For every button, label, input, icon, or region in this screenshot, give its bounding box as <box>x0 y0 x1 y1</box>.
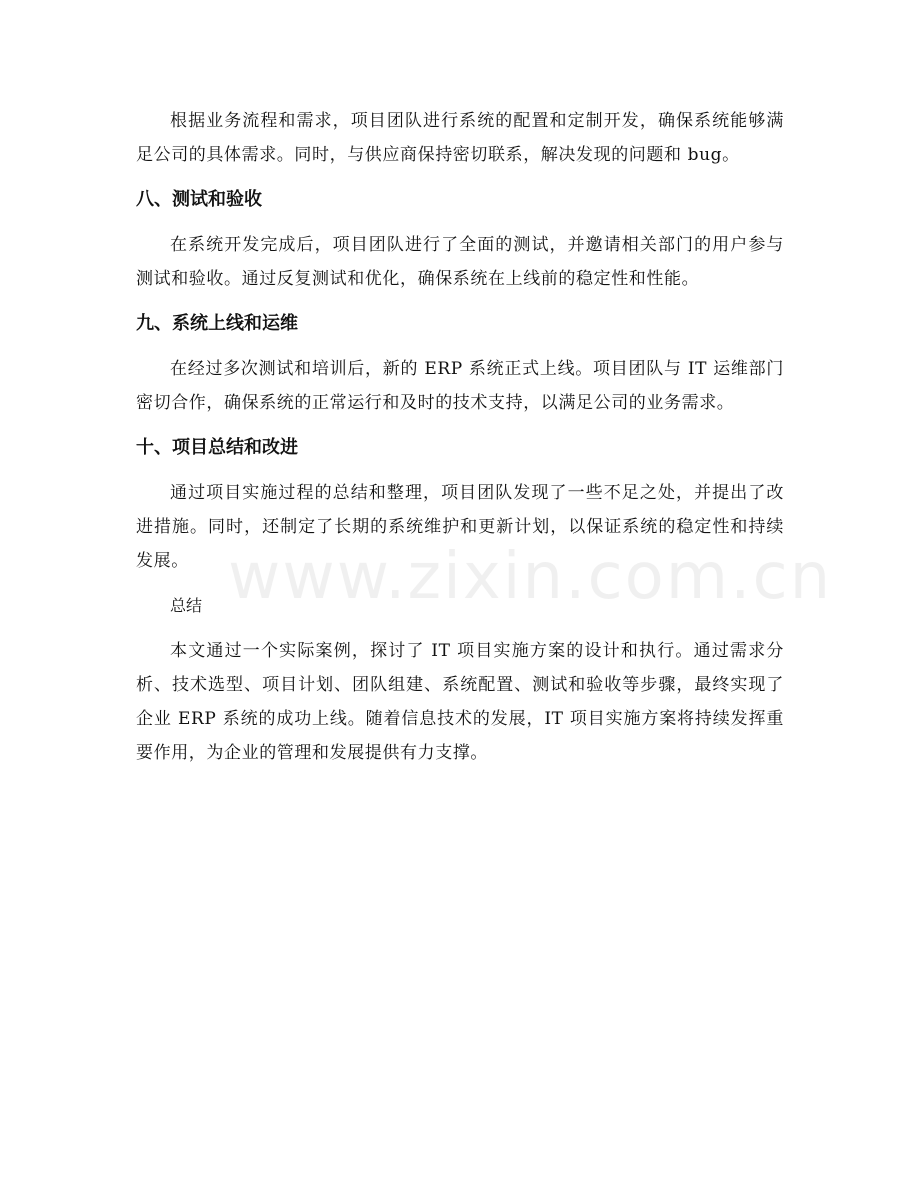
summary-label: 总结 <box>170 596 203 615</box>
section-heading-launch: 九、系统上线和运维 <box>136 313 298 334</box>
paragraph-conclusion: 本文通过一个实际案例，探讨了 IT 项目实施方案的设计和执行。通过需求分析、技术选型、项目计划、团队组建、系统配置、测试和验收等步骤，最终实现了企业 ERP 系统的成功上线。随着信息技术的发展，IT 项目实施方案将持续发挥重要作用，为企业的管理和发展提供有力支撑。 <box>136 641 784 763</box>
paragraph-launch: 在经过多次测试和培训后，新的 ERP 系统正式上线。项目团队与 IT 运维部门密切合作，确保系统的正常运行和及时的技术支持，以满足公司的业务需求。 <box>136 359 784 413</box>
section-heading-summary-improve: 十、项目总结和改进 <box>136 437 298 458</box>
document-body <box>136 104 784 781</box>
paragraph-testing: 在系统开发完成后，项目团队进行了全面的测试，并邀请相关部门的用户参与测试和验收。通过反复测试和优化，确保系统在上线前的稳定性和性能。 <box>136 235 784 289</box>
paragraph-config-dev: 根据业务流程和需求，项目团队进行系统的配置和定制开发，确保系统能够满足公司的具体需求。同时，与供应商保持密切联系，解决发现的问题和 bug。 <box>136 111 784 165</box>
section-heading-testing: 八、测试和验收 <box>136 189 262 210</box>
paragraph-summary-improve: 通过项目实施过程的总结和整理，项目团队发现了一些不足之处，并提出了改进措施。同时，还制定了长期的系统维护和更新计划，以保证系统的稳定性和持续发展。 <box>136 483 784 571</box>
watermark-text: www.zixin.com.cn <box>228 540 833 614</box>
